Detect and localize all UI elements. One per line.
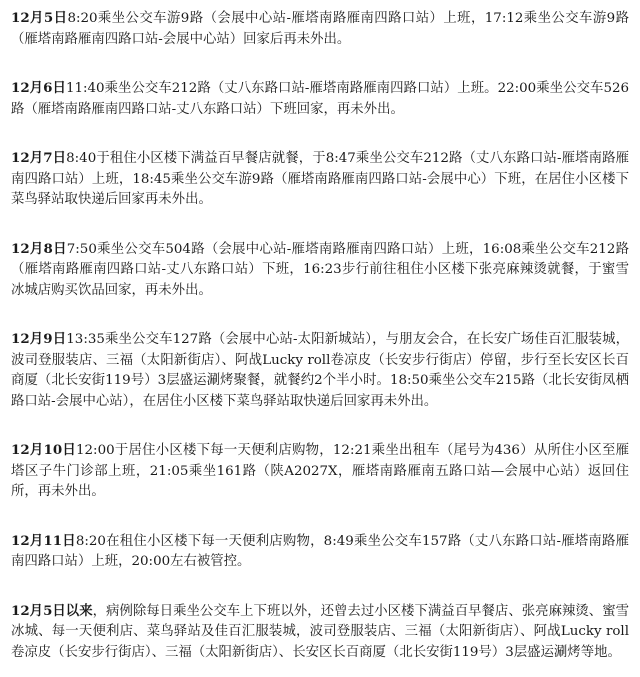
- paragraph-dec8: [11, 239, 629, 302]
- paragraph-text: 12:00于居住小区楼下每一天便利店购物，12:21乘坐出租车（尾号为436）从所住小区至雁塔区子牛门诊部上班，21:05乘坐161路（陕A2027X，雁塔南路雁南五路口站—会展中心站）返回住所，再未外出。: [11, 443, 629, 499]
- paragraph-date: 12月9日: [11, 331, 67, 347]
- paragraph-dec7: [11, 148, 629, 211]
- paragraph-text: 7:50乘坐公交车504路（会展中心站-雁塔南路雁南四路口站）上班，16:08乘坐公交车212路（雁塔南路雁南四路口站-丈八东路口站）下班，16:23步行前往租住小区楼下张亮麻辣烫就餐，于蜜雪冰城店购买饮品回家，再未外出。: [11, 241, 629, 298]
- paragraph-date: 12月5日: [11, 10, 68, 26]
- paragraph-text: 11:40乘坐公交车212路（丈八东路口站-雁塔南路雁南四路口站）上班。22:00乘坐公交车526路（雁塔南路雁南四路口站-丈八东路口站）下班回家，再未外出。: [11, 81, 629, 117]
- paragraph-date: 12月5日以来: [11, 602, 93, 619]
- paragraph-dec6: [11, 78, 629, 120]
- paragraph-text: 8:20在租住小区楼下每一天便利店购物，8:49乘坐公交车157路（丈八东路口站-雁塔南路雁南四路口站）上班，20:00左右被管控。: [11, 533, 629, 569]
- paragraph-dec9: [11, 329, 629, 412]
- paragraph-date: 12月7日: [11, 150, 67, 166]
- paragraph-text: 8:20乘坐公交车游9路（会展中心站-雁塔南路雁南四路口站）上班，17:12乘坐公交车游9路（雁塔南路雁南四路口站-会展中心站）回家后再未外出。: [11, 11, 629, 47]
- paragraph-text: 13:35乘坐公交车127路（会展中心站-太阳新城站），与朋友会合，在长安广场佳百汇服装城，波司登服装店、三福（太阳新街店）、阿战Lucky roll卷凉皮（长安步行街店）停留，步行至长安区长百商厦（北长安街119号）3层盛运涮烤聚餐，就餐约2个半小时。18:50乘坐公交车215路（北长安街凤栖路口站-会展中心站），在居住小区楼下菜鸟驿站取快递后回家再未外出。: [11, 332, 629, 409]
- paragraph-date: 12月11日: [11, 532, 76, 549]
- paragraph-date: 12月6日: [11, 80, 66, 96]
- paragraph-text: 8:40于租住小区楼下满益百早餐店就餐，于8:47乘坐公交车212路（丈八东路口站-雁塔南路雁南四路口站）上班，18:45乘坐公交车游9路（雁塔南路雁南四路口站-会展中心）下班，在居住小区楼下菜鸟驿站取快递后回家再未外出。: [11, 151, 629, 207]
- paragraph-date: 12月10日: [11, 442, 77, 458]
- paragraph-summary: [11, 601, 629, 664]
- paragraph-text: ，病例除每日乘坐公交车上下班以外，还曾去过小区楼下满益百早餐店、张亮麻辣烫、蜜雪冰城、每一天便利店、菜鸟驿站及佳百汇服装城，波司登服装店、三福（太阳新街店）、阿战Lucky roll卷凉皮（长安步行街店）、三福（太阳新街店）、长安区长百商厦（北长安街119号）3层盛运涮烤等地。: [11, 603, 630, 660]
- paragraph-dec5: [11, 8, 629, 50]
- paragraph-dec10: [11, 440, 629, 503]
- paragraph-date: 12月8日: [11, 240, 67, 257]
- paragraph-dec11: [11, 531, 629, 573]
